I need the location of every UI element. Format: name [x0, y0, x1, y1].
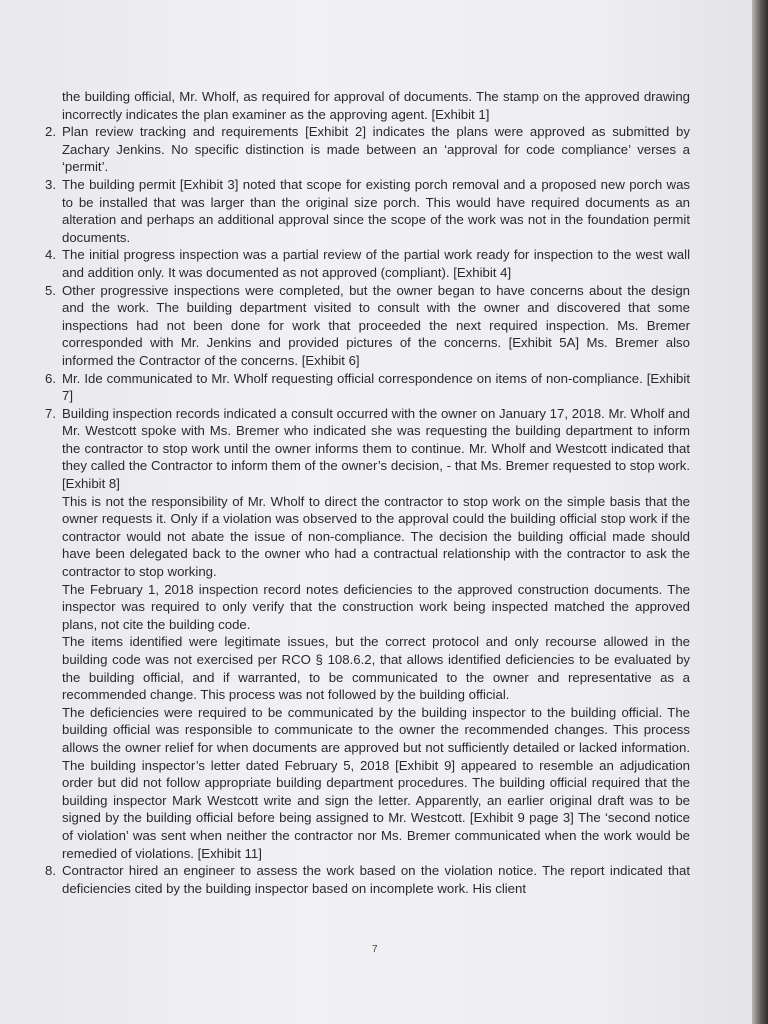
list-text: Building inspection records indicated a consult occurred with the owner on January 17, 2018. Mr. Wholf and Mr. Westcott spoke with Ms. Bremer who indicated she was requesting the building department to inform the contractor to stop work until the owner informs them to continue. Mr. Wholf and Westcott indicated that they called the Contractor to inform them of the owner’s decision, - that Ms. Bremer requested to stop work. [Exhibit 8]	[62, 405, 690, 492]
list-item-4	[34, 246, 690, 281]
list-text: Contractor hired an engineer to assess the work based on the violation notice. The report indicated that deficiencies cited by the building inspector based on incomplete work. His client	[62, 863, 690, 896]
sub-paragraph-deficiencies: The deficiencies were required to be communicated by the building inspector to the building official. The building official was responsible to communicate to the owner the recommended changes. This process allows the owner relief for when documents are approved but not sufficiently detailed or lacked information. The building inspector’s letter dated February 5, 2018 [Exhibit 9] appeared to resemble an adjudication order but did not follow appropriate building department procedures. The building official required that the building inspector Mark Westcott write and sign the letter. Apparently, an earlier original draft was to be signed by the building official before being assigned to Mr. Westcott. [Exhibit 9 page 3] The ‘second notice of violation’ was sent when neither the contractor nor Ms. Bremer communicated when the work would be remedied of violations. [Exhibit 11]	[62, 704, 690, 861]
list-number: 7.	[45, 405, 56, 421]
list-text: The building permit [Exhibit 3] noted that scope for existing porch removal and a proposed new porch was to be installed that was larger than the original size porch. This would have required documents as an alteration and perhaps an additional approval since the scope of the work was not in the foundation permit documents.	[62, 176, 690, 245]
list-number: 5.	[45, 282, 56, 298]
list-item-3	[34, 176, 690, 246]
list-item-6	[34, 370, 690, 405]
list-item-2	[34, 123, 690, 176]
sub-paragraph-responsibility: This is not the responsibility of Mr. Wholf to direct the contractor to stop work on the simple basis that the owner requests it. Only if a violation was observed to the approval could the building official stop work if the contractor would not abate the issue of non-compliance. The decision the building official made should have been delegated back to the owner who had a contractual relationship with the contractor to ask the contractor to stop working.	[62, 493, 690, 580]
sub-paragraph-february-inspection: The February 1, 2018 inspection record notes deficiencies to the approved construction documents. The inspector was required to only verify that the construction work being inspected matched the approved plans, not cite the building code.	[62, 581, 690, 632]
continuation-paragraph: the building official, Mr. Wholf, as required for approval of documents. The stamp on the approved drawing incorrectly indicates the plan examiner as the approving agent. [Exhibit 1]	[62, 89, 690, 122]
page-shadow-edge	[752, 0, 768, 1024]
list-number: 3.	[45, 176, 56, 192]
list-number: 2.	[45, 124, 56, 140]
list-item-7	[34, 405, 690, 493]
list-number: 4.	[45, 247, 56, 263]
list-text: Other progressive inspections were completed, but the owner began to have concerns about the design and the work. The building department visited to consult with the owner and discovered that some inspections had not been done for work that proceeded the next required inspection. Ms. Bremer corresponded with Mr. Jenkins and provided pictures of the concerns. [Exhibit 5A] Ms. Bremer also informed the Contractor of the concerns. [Exhibit 6]	[62, 282, 690, 368]
list-text: The initial progress inspection was a partial review of the partial work ready for inspection to the west wall and addition only. It was documented as not approved (compliant). [Exhibit 4]	[62, 247, 690, 280]
list-number: 6.	[45, 370, 56, 386]
list-number: 8.	[45, 863, 56, 879]
document-body	[34, 88, 690, 897]
list-text: Mr. Ide communicated to Mr. Wholf requesting official correspondence on items of non-compliance. [Exhibit 7]	[62, 370, 690, 404]
list-item-8	[34, 862, 690, 897]
sub-paragraph-protocol: The items identified were legitimate issues, but the correct protocol and only recourse allowed in the building code was not exercised per RCO § 108.6.2, that allows identified deficiencies to be evaluated by the building official, and if warranted, to be communicated to the owner and representative as a recommended change. This process was not followed by the building official.	[62, 634, 690, 703]
list-text: Plan review tracking and requirements [Exhibit 2] indicates the plans were approved as submitted by Zachary Jenkins. No specific distinction is made between an ‘approval for code compliance’ verses a ‘permit’.	[62, 124, 690, 175]
list-item-5	[34, 282, 690, 370]
page-number: 7	[372, 944, 378, 955]
